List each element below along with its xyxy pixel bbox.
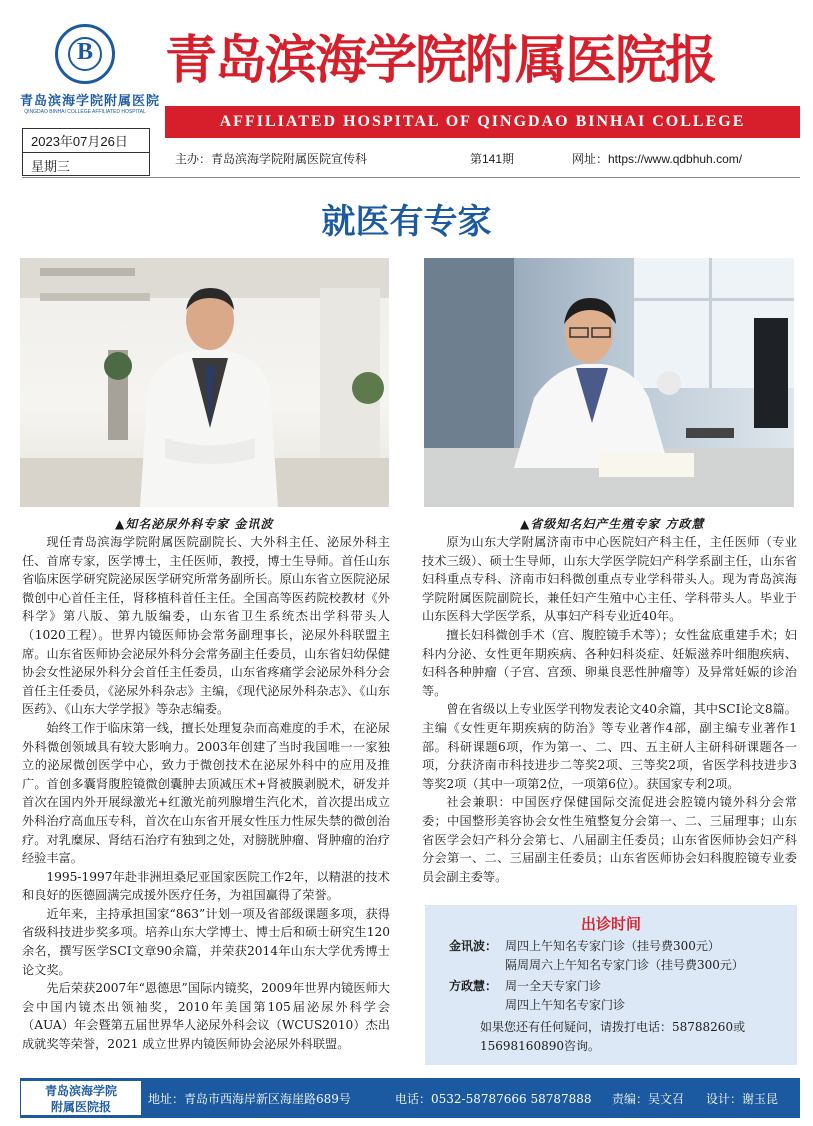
header-rule (22, 177, 800, 178)
article-paragraph: 始终工作于临床第一线，擅长处理复杂而高难度的手术，在泌尿外科微创领域具有较大影响力。2003年创建了当时我国唯一一家独立的泌尿微创医学中心，致力于微创技术在泌尿外科中的应用及推广。首创多囊肾腹腔镜微创囊肿去顶减压术+肾被膜剥脱术，研发并首次在国内外开展绿激光+红激光前列腺增生汽化术，首次提出成立外科治疗高血压专科，首次在山东省开展女性压力性尿失禁的微创治疗。对乳糜尿、肾结石治疗有独到之处，对膀胱肿瘤、肾肿瘤的治疗经验丰富。 (22, 720, 390, 866)
section-title: 就医有专家 (321, 202, 492, 242)
clinic-title: 出诊时间 (580, 915, 641, 933)
website[interactable]: 网址：https://www.qdbhuh.com/ (572, 152, 743, 166)
clinic-schedule: 隔周周六上午知名专家门诊（挂号费300元） (505, 958, 744, 972)
logo-name: 青岛滨海学院附属医院 (20, 94, 161, 109)
article-fang (422, 533, 797, 886)
footer-phone: 电话：0532-58787666 58787888 (395, 1092, 592, 1106)
clinic-contact: 如果您还有任何疑问，请拨打电话：58788260或15698160890咨询。 (480, 1020, 746, 1053)
article-paragraph: 近年来，主持承担国家“863”计划一项及省部级课题多项，获得省级科技进步奖多项。培养山东大学博士、博士后和硕士研究生120余名，撰写医学SCI文章90余篇，并荣获2014年山东大学优秀博士论文奖。 (22, 906, 390, 977)
footer-editor: 责编：吴文召 (612, 1092, 685, 1106)
article-paragraph: 现任青岛滨海学院附属医院副院长、大外科主任、泌尿外科主任、首席专家，医学博士，主任医师，教授，博士生导师。首任山东省临床医学研究院泌尿医学研究所常务副所长。原山东省立医院泌尿微创中心首任主任，肾移植科首任主任。全国高等医药院校教材《外科学》第八版、第九版编委，山东省卫生系统杰出学科带头人（1020工程）。世界内镜医师协会常务副理事长，泌尿外科联盟主席。山东省医师协会泌尿外科分会常务副主任委员，山东省妇幼保健协会女性泌尿外科分会首任主任委员，山东省疼痛学会泌尿外科分会首任主任委员，《泌尿外科杂志》主编，《现代泌尿外科杂志》、《山东医药》、《山东大学学报》等杂志编委。 (22, 535, 390, 717)
article-paragraph: 擅长妇科微创手术（宫、腹腔镜手术等）；女性盆底重建手术；妇科内分泌、女性更年期疾病、各种妇科炎症、妊娠滋养叶细胞疾病、妇科各种肿瘤（子宫、宫颈、卵巢良恶性肿瘤等）及异常妊娠的诊治等。 (422, 627, 797, 698)
article-paragraph: 1995-1997年赴非洲坦桑尼亚国家医院工作2年，以精湛的技术和良好的医德圆满完成援外医疗任务，为祖国赢得了荣誉。 (22, 869, 390, 903)
caption-jin: ▲知名泌尿外科专家 金讯波 (115, 517, 274, 531)
article-jin (22, 533, 390, 1054)
hospital-emblem-icon: B (55, 24, 115, 84)
caption-fang: ▲省级知名妇产生殖专家 方政慧 (520, 517, 705, 531)
clinic-row-fang-2 (449, 996, 625, 1015)
article-paragraph: 原为山东大学附属济南市中心医院妇产科主任，主任医师（专业技术三级）、硕士生导师，山东大学医学院妇产科学系副主任，山东省妇科重点专科、济南市妇科微创重点专业学科带头人。现为青岛滨海学院附属医院副院长，兼任妇产生殖中心主任、学科带头人。毕业于山东医科大学医学系，从事妇产科专业近40年。 (422, 535, 797, 624)
info-bar (175, 150, 800, 170)
article-paragraph: 先后荣获2007年“恩德思”国际内镜奖，2009年世界内镜医师大会中国内镜杰出领袖奖，2010年美国第105届泌尿外科学会（AUA）年会暨第五届世界华人泌尿外科会议（WCUS2010）杰出成就奖等荣誉，2021 成立世界内镜医师协会泌尿外科联盟。 (22, 981, 390, 1052)
english-banner: AFFILIATED HOSPITAL OF QINGDAO BINHAI COLLEGE (165, 106, 800, 138)
sponsor: 主办：青岛滨海学院附属医院宣传科 (175, 152, 368, 166)
issue-weekday: 星期三 (31, 159, 71, 174)
clinic-hours-box (425, 905, 797, 1065)
clinic-row-jin-2 (449, 956, 744, 975)
footer-logo-line: 附属医院报 (50, 1100, 111, 1114)
footer-logo (20, 1080, 142, 1116)
footer-address: 地址：青岛市西海岸新区海崖路689号 (148, 1092, 351, 1106)
clinic-row-fang-1 (449, 977, 601, 996)
clinic-schedule: 周四上午知名专家门诊 (505, 998, 626, 1012)
article-paragraph: 社会兼职：中国医疗保健国际交流促进会腔镜内镜外科分会常委；中国整形美容协会女性生殖整复分会第一、二、三届理事；山东省医学会妇产科分会第七、八届副主任委员；山东省医师协会妇产科分会第一、二、三届副主任委员；山东省医师协会妇科腹腔镜专业委员会副主委等。 (422, 795, 797, 884)
date-box (22, 128, 150, 176)
doctor-name: 金讯波： (449, 939, 498, 953)
doctor-jin-photo (20, 258, 389, 507)
doctor-name: 方政慧： (449, 979, 498, 993)
issue-date: 2023年07月26日 (23, 129, 149, 153)
newspaper-masthead: 青岛滨海学院附属医院报 (165, 30, 716, 91)
footer-logo-line: 青岛滨海学院 (44, 1084, 117, 1098)
footer-designer: 设计：谢玉昆 (706, 1092, 779, 1106)
hospital-logo (20, 24, 161, 118)
clinic-row-jin-1 (449, 937, 720, 956)
article-paragraph: 曾在省级以上专业医学刊物发表论文40余篇，其中SCI论文8篇。主编《女性更年期疾病的防治》等专业著作4部，副主编专业著作1部。科研课题6项，作为第一、二、四、五主研人主研科研课题各一项，分获济南市科技进步二等奖2项、三等奖2项，省医学科技进步3等奖2项（其中一项第2位，一项第6位）。获国家专利2项。 (422, 702, 797, 791)
clinic-schedule: 周一全天专家门诊 (505, 979, 602, 993)
doctor-fang-photo (424, 258, 794, 507)
footer-bar (20, 1078, 800, 1118)
logo-subtitle: QINGDAO BINHAI COLLEGE AFFILIATED HOSPITAL (24, 109, 146, 115)
clinic-schedule: 周四上午知名专家门诊（挂号费300元） (505, 939, 720, 953)
issue-number: 第141期 (470, 152, 515, 166)
